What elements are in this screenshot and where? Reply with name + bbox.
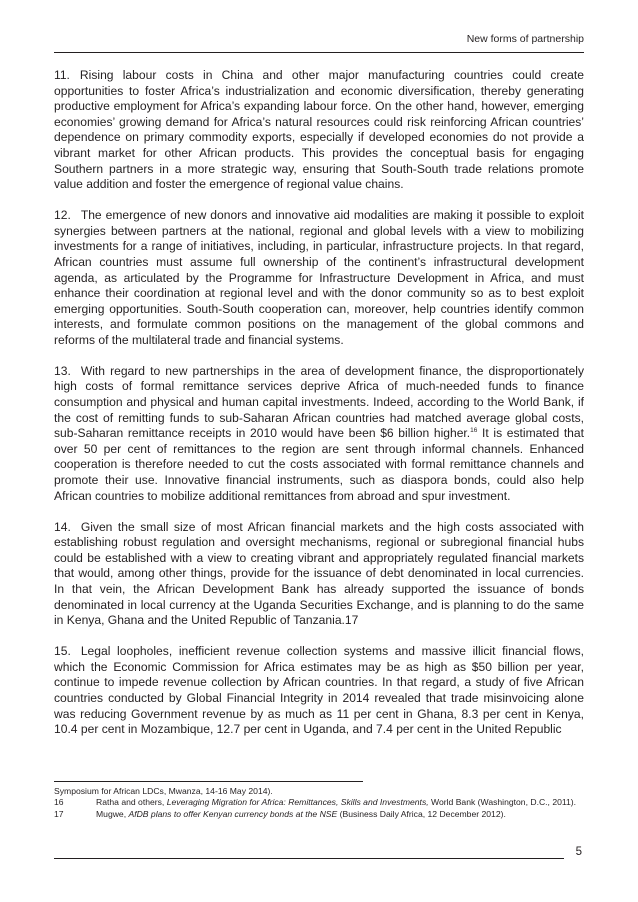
footer-rule [54, 858, 564, 859]
header-rule [54, 52, 584, 53]
footnote-continued: Symposium for African LDCs, Mwanza, 14-16 May 2014). [54, 786, 273, 796]
paragraph-number: 13. [54, 363, 71, 378]
paragraph-text: Rising labour costs in China and other major manufacturing countries could create opportunities to foster Africa’s industrialization and economic diversification, thereby generating productive employment for Africa’s expanding labour force. On the other hand, however, emerging economies’ growing demand for Africa’s natural resources could risk reinforcing African countries’ dependence on primary commodity exports, especially if developed economies do not provide a vibrant market for other African products. This provides the conceptual basis for engaging Southern partners in a more strategic way, ensuring that South-South trade relations promote value addition and foster the emergence of regional value chains. [54, 68, 584, 192]
footnote-title: AfDB plans to offer Kenyan currency bonds at the NSE [128, 808, 338, 819]
paragraph-text: The emergence of new donors and innovative aid modalities are making it possible to exploit synergies between partners at the national, regional and global levels with a view to mobilizing investments for a range of initiatives, including, in particular, infrastructure projects. In that regard, African countries must assume full ownership of the continent’s infrastructural development agenda, as articulated by the Programme for Infrastructure Development in Africa, and must enhance their coordination at regional level and with the donor community so as to best exploit emerging opportunities. South-South cooperation can, moreover, help countries identify common interests, and formulate common positions on the management of the global commons and reforms of the multilateral trade and financial systems. [54, 208, 584, 347]
paragraph-number: 12. [54, 208, 71, 223]
paragraph-text: With regard to new partnerships in the area of development finance, the disproportionately high costs of formal remittance services deprive Africa of much-needed funds to finance consumption and physical and human capital investments. Indeed, according to the World Bank, if the cost of remitting funds to sub-Saharan African countries had matched average global costs, sub-Saharan remittance receipts in 2010 would have been $6 billion higher. [54, 363, 584, 441]
paragraph-11 [54, 68, 584, 193]
footnote-source: (Business Daily Africa, 12 December 2012). [339, 808, 506, 819]
paragraph-15 [54, 644, 584, 738]
paragraph-number: 14. [54, 519, 71, 534]
footnote-author: Mugwe, [96, 808, 127, 819]
paragraph-number: 15. [54, 644, 71, 659]
footnote-source: World Bank (Washington, D.C., 2011). [431, 797, 577, 808]
footnote-number: 17 [54, 808, 64, 819]
paragraph-13 [54, 364, 584, 504]
footnote-17 [54, 809, 584, 820]
running-header-title: New forms of partnership [466, 33, 584, 45]
footnote-16 [54, 797, 584, 808]
paragraph-12 [54, 208, 584, 348]
footnote-author: Ratha and others, [96, 797, 165, 808]
footnote-rule [54, 781, 363, 782]
footnote-ref-16[interactable]: 16 [470, 427, 478, 435]
paragraph-text: Given the small size of most African financial markets and the high costs associated with establishing robust regulation and oversight mechanisms, regional or subregional financial hubs could be established with a view to creating vibrant and appropriately regulated financial markets that would, among other things, provide for the issuance of debt denominated in local currencies. In that vein, the African Development Bank has already supported the issuance of bonds denominated in local currency at the Uganda Securities Exchange, and is planning to do the same in Kenya, Ghana and the United Republic of Tanzania.17 [54, 519, 584, 628]
footnote-title: Leveraging Migration for Africa: Remittances, Skills and Investments, [166, 797, 429, 808]
paragraph-number: 11. [54, 68, 70, 82]
paragraph-14 [54, 520, 584, 629]
footnote-number: 16 [54, 797, 64, 808]
paragraph-text: Legal loopholes, inefficient revenue collection systems and massive illicit financial flows, which the Economic Commission for Africa estimates may be as high as $50 billion per year, continue to impede revenue collection by African countries. In that regard, a study of five African countries conducted by Global Financial Integrity in 2014 revealed that trade misinvoicing alone was reducing Government revenue by as much as 11 per cent in Ghana, 8.3 per cent in Kenya, 10.4 per cent in Mozambique, 12.7 per cent in Uganda, and 7.4 per cent in the United Republic [54, 644, 584, 737]
footnotes [54, 786, 584, 820]
paragraph-text-cont: It is estimated that over 50 per cent of remittances to the region are sent through informal channels. Enhanced cooperation is therefore needed to cut the costs associated with formal remittance channels and promote their use. Innovative financial instruments, such as diaspora bonds, could also help African countries to mobilize additional remittances from abroad and spur investment. [54, 426, 584, 503]
body-text [54, 68, 584, 753]
page-number: 5 [575, 846, 582, 858]
